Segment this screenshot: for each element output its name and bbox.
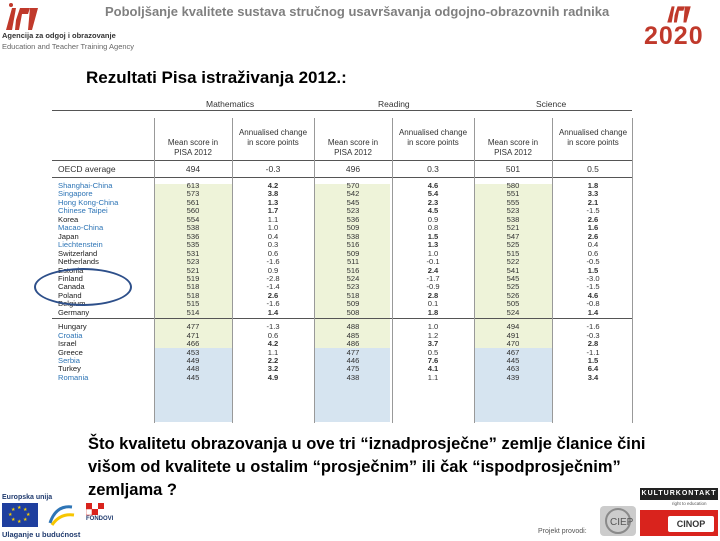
table-cell: 509 [346,299,360,309]
table-cell: 545 [346,197,360,207]
table-cell: 2.2 [267,356,279,365]
table-cell: 1.0 [427,322,439,332]
country-name: Netherlands [58,257,99,267]
table-cell: -0.5 [586,257,600,267]
table-cell: 6.4 [587,364,599,374]
oecd-label: OECD average [58,164,116,174]
table-cell: 2.6 [587,231,599,241]
table-cell: 536 [186,231,200,241]
table-cell: 535 [186,240,200,250]
table-cell: -1.6 [266,257,280,267]
country-name: Germany [58,307,90,317]
table-cell: 545 [506,273,520,283]
group-reading: Reading [378,99,410,109]
table-cell: 1.0 [427,248,439,258]
table-cell: 523 [186,257,200,267]
table-cell: 3.2 [267,364,279,374]
table-cell: 1.1 [427,372,439,382]
table-cell: 2.1 [587,197,599,207]
table-cell: -1.1 [586,347,600,357]
table-cell: 4.6 [587,290,599,300]
table-cell: 475 [346,364,360,374]
table-cell: 1.4 [587,307,599,317]
eu-label: Europska unija [2,494,53,501]
cinop-logo: CINOP [668,516,714,532]
table-cell: 524 [346,273,360,283]
table-cell: 521 [186,265,200,275]
table-cell: 0.9 [267,265,279,275]
table-cell: 1.6 [587,223,599,233]
table-cell: 523 [346,206,360,216]
math-mean-header: Mean score in PISA 2012 [167,138,219,157]
country-name: Chinese Taipei [58,206,108,216]
subheader-rule [52,160,632,161]
table-cell: -3.0 [586,273,600,283]
table-cell: 526 [506,290,520,300]
country-name: Japan [58,231,79,241]
table-cell: 505 [506,299,520,309]
table-cell: 555 [506,197,520,207]
table-cell: 2.3 [427,197,439,207]
table-cell: -0.8 [586,299,600,309]
science-mean-header: Mean score in PISA 2012 [487,138,539,157]
table-cell: 2.8 [427,290,439,300]
table-cell: 580 [506,181,520,190]
table-cell: 522 [506,257,520,267]
table-cell: 554 [186,214,200,224]
table-cell: 3.8 [267,189,279,199]
table-cell: 2.6 [267,290,279,300]
table-cell: -1.3 [266,322,280,332]
math-change-header: Annualised change in score points [238,128,308,147]
table-cell: 2.8 [587,339,599,349]
country-name: Canada [58,282,85,292]
table-cell: 536 [346,214,360,224]
header-rule [52,110,632,111]
highlight-circle [34,265,132,309]
table-cell: 518 [186,282,200,292]
table-cell: 542 [346,189,360,199]
country-name: Hong Kong-China [58,197,119,207]
country-name: Serbia [58,356,80,365]
table-cell: 518 [346,290,360,300]
table-cell: 494 [506,322,520,332]
country-name: Hungary [58,322,87,332]
group-science: Science [536,99,567,109]
table-cell: 1.8 [587,181,599,190]
table-cell: 4.2 [267,181,279,190]
table-cell: 439 [506,372,520,382]
science-change-header: Annualised change in score points [558,128,628,147]
country-name: Singapore [58,189,93,199]
table-cell: 467 [506,347,520,357]
table-cell: 1.5 [587,356,599,365]
table-cell: 445 [186,372,200,382]
table-cell: 538 [506,214,520,224]
column-separator [392,118,393,423]
table-cell: 0.6 [267,248,279,258]
table-cell: 0.6 [267,330,279,340]
reading-change-header: Annualised change in score points [398,128,468,147]
table-cell: 0.6 [587,248,599,258]
table-cell: 3.3 [587,189,599,199]
country-name: Poland [58,290,82,300]
table-cell: 509 [346,223,360,233]
column-separator [314,118,315,423]
table-cell: 541 [506,265,520,275]
table-cell: 524 [506,307,520,317]
table-cell: 551 [506,189,520,199]
table-cell: 4.1 [427,364,439,374]
oecd-cell: 494 [185,164,201,174]
table-cell: 491 [506,330,520,340]
slide-title: Rezultati Pisa istraživanja 2012.: [86,68,347,87]
table-cell: 560 [186,206,200,216]
table-cell: -1.7 [426,273,440,283]
table-cell: 445 [506,356,520,365]
table-cell: 446 [346,356,360,365]
reading-mean-header: Mean score in PISA 2012 [327,138,379,157]
agency-name-en: Education and Teacher Training Agency [2,42,135,51]
table-cell: -0.3 [586,330,600,340]
country-name: Liechtenstein [58,240,103,250]
country-name: Croatia [58,330,83,340]
table-cell: 449 [186,356,200,365]
country-name: Greece [58,347,83,357]
table-cell: 5.4 [427,189,439,199]
table-cell: 485 [346,330,360,340]
project-title: Poboljšanje kvalitete sustava stručnog usavršavanja odgojno-obrazovnih radnika [105,4,610,19]
table-cell: 1.0 [267,223,279,233]
year-2020: 2020 [644,22,704,50]
table-cell: 509 [346,248,360,258]
oecd-rule [52,177,632,178]
projekt-provodi-label: Projekt provodi: [538,528,587,535]
table-cell: 523 [346,282,360,292]
table-cell: 511 [346,257,360,267]
table-cell: 486 [346,339,360,349]
table-cell: 1.1 [267,214,279,224]
pisa-results-table [52,98,636,423]
table-cell: 0.1 [427,299,439,309]
country-name: Switzerland [58,248,98,258]
table-cell: 538 [346,231,360,241]
country-name: Macao-China [58,223,104,233]
country-name: Finland [58,273,83,283]
table-cell: -1.6 [266,299,280,309]
country-name: Korea [58,214,79,224]
table-cell: 2.4 [427,265,439,275]
table-cell: 1.7 [267,206,279,216]
table-cell: 613 [186,181,200,190]
table-cell: 4.9 [267,372,279,382]
table-cell: -1.5 [586,282,600,292]
table-cell: 477 [346,347,360,357]
table-cell: 521 [506,223,520,233]
question-text: Što kvalitetu obrazovanja u ove tri “iznadprosječne” zemlje članice čini višom od kvalitete u ostalim “prosječnim” ili čak “ispodprosječnim” zemljama ? [88,435,646,499]
table-cell: 531 [186,248,200,258]
agency-logo-icon [4,2,40,32]
table-cell: 463 [506,364,520,374]
table-cell: 1.1 [267,347,279,357]
country-name: Belgium [58,299,86,309]
agency-name-hr: Agencija za odgoj i obrazovanje [2,31,116,40]
table-cell: 525 [506,282,520,292]
table-cell: 516 [346,265,360,275]
table-cell: 477 [186,322,200,332]
table-cell: 448 [186,364,200,374]
table-cell: 4.2 [267,339,279,349]
table-cell: 0.5 [427,347,439,357]
table-cell: 4.5 [427,206,439,216]
country-name: Romania [58,372,89,382]
table-cell: 514 [186,307,200,317]
table-cell: 1.3 [267,197,279,207]
svg-text:CIEP: CIEP [610,517,634,528]
agency-logo-small-icon [662,2,696,24]
country-name: Shanghai-China [58,181,113,190]
table-cell: 4.6 [427,181,439,190]
table-cell: 3.4 [587,372,599,382]
table-cell: 515 [506,248,520,258]
table-cell: 519 [186,273,200,283]
table-cell: 0.8 [427,223,439,233]
table-cell: 3.7 [427,339,439,349]
column-separator [632,118,633,423]
fondovi-text: FONDOVI [86,516,114,522]
table-cell: 538 [186,223,200,233]
eu-flag-icon: ★ ★ ★ ★ ★ ★ ★ ★ [2,503,38,527]
table-cell: 1.8 [427,307,439,317]
table-cell: 488 [346,322,360,332]
oecd-cell: -0.3 [265,164,281,174]
table-cell: 1.3 [427,240,439,250]
oecd-cell: 496 [345,164,361,174]
table-cell: 508 [346,307,360,317]
kulturkontakt-logo: KULTURKONTAKT [640,488,718,500]
group-mathematics: Mathematics [206,99,255,109]
table-cell: 573 [186,189,200,199]
table-cell: 7.6 [427,356,439,365]
table-cell: 518 [186,290,200,300]
column-separator [552,118,553,423]
country-name: Turkey [58,364,81,374]
table-cell: 466 [186,339,200,349]
table-cell: 570 [346,181,360,190]
table-cell: 547 [506,231,520,241]
group-divider [52,318,632,319]
table-cell: 2.6 [587,214,599,224]
ciep-logo-icon [600,506,636,536]
table-cell: -1.6 [586,322,600,332]
column-separator [474,118,475,423]
country-name: Israel [58,339,77,349]
table-cell: 523 [506,206,520,216]
oecd-cell: 501 [505,164,521,174]
table-cell: 438 [346,372,360,382]
table-cell: 1.4 [267,307,279,317]
esf-logo-icon [46,503,76,527]
table-cell: 0.3 [267,240,279,250]
table-cell: 0.4 [587,240,599,250]
table-cell: 1.2 [427,330,439,340]
table-cell: -1.4 [266,282,280,292]
table-cell: -0.9 [426,282,440,292]
oecd-cell: 0.3 [427,164,439,174]
column-separator [154,118,155,423]
table-cell: 0.4 [267,231,279,241]
ulaganje-text: Ulaganje u budućnost [2,530,81,539]
table-cell: 471 [186,330,200,340]
column-separator [232,118,233,423]
kulturkontakt-subtitle: right to education [672,501,707,506]
oecd-cell: 0.5 [587,164,599,174]
table-cell: 470 [506,339,520,349]
table-cell: 0.9 [427,214,439,224]
table-cell: 515 [186,299,200,309]
table-cell: -2.8 [266,273,280,283]
table-cell: -1.5 [586,206,600,216]
table-cell: -0.1 [426,257,440,267]
country-name: Estonia [58,265,84,275]
table-cell: 1.5 [587,265,599,275]
table-cell: 516 [346,240,360,250]
table-cell: 561 [186,197,200,207]
table-cell: 1.5 [427,231,439,241]
table-cell: 453 [186,347,200,357]
table-cell: 525 [506,240,520,250]
